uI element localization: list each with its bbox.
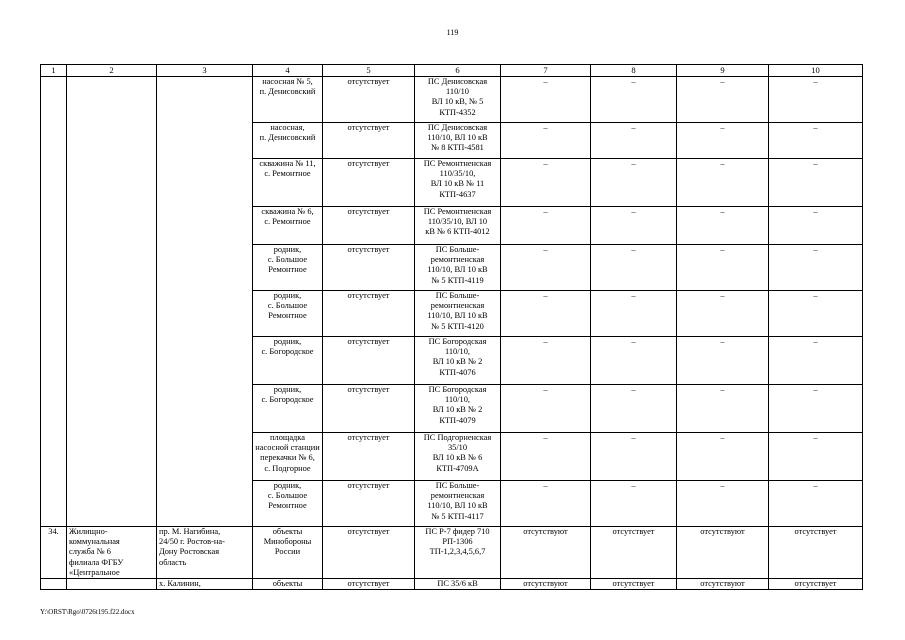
value-cell: –	[591, 123, 677, 159]
value-cell: –	[591, 159, 677, 207]
value-cell: отсутствует	[769, 527, 863, 579]
column-header: 5	[323, 65, 415, 77]
column-header: 6	[415, 65, 501, 77]
substation-cell: ПС Р-7 фидер 710 РП-1306 ТП-1,2,3,4,5,6,7	[415, 527, 501, 579]
table-row	[41, 77, 863, 123]
column-header: 8	[591, 65, 677, 77]
status-cell: отсутствует	[323, 385, 415, 433]
value-cell: –	[769, 337, 863, 385]
value-cell: –	[769, 207, 863, 245]
substation-cell: ПС Подгорненская 35/10 ВЛ 10 кВ № 6 КТП-4709А	[415, 433, 501, 481]
object-cell: насосная, п. Денисовский	[253, 123, 323, 159]
substation-cell: ПС Больше- ремонтненская 110/10, ВЛ 10 кВ № 5 КТП-4117	[415, 481, 501, 527]
value-cell: –	[591, 291, 677, 337]
column-header: 10	[769, 65, 863, 77]
value-cell: –	[501, 433, 591, 481]
status-cell: отсутствует	[323, 433, 415, 481]
object-cell: родник, с. Большое Ремонтное	[253, 481, 323, 527]
status-cell: отсутствует	[323, 481, 415, 527]
value-cell: –	[769, 291, 863, 337]
object-cell: родник, с. Богородское	[253, 385, 323, 433]
file-path-footer: Y:\ORST\Rgo\0726t195.f22.docx	[40, 608, 135, 616]
value-cell: –	[769, 245, 863, 291]
column-header: 7	[501, 65, 591, 77]
value-cell: –	[769, 77, 863, 123]
status-cell: отсутствует	[323, 77, 415, 123]
value-cell: –	[501, 385, 591, 433]
status-cell: отсутствует	[323, 123, 415, 159]
value-cell: –	[591, 207, 677, 245]
row-number-cell	[41, 579, 67, 590]
table-row	[41, 527, 863, 579]
value-cell: –	[501, 291, 591, 337]
column-header: 1	[41, 65, 67, 77]
value-cell: –	[501, 481, 591, 527]
value-cell: –	[769, 481, 863, 527]
substation-cell: ПС Ремонтненская 110/35/10, ВЛ 10 кВ № 11 КТП-4637	[415, 159, 501, 207]
value-cell: отсутствует	[769, 579, 863, 590]
value-cell: –	[677, 245, 769, 291]
substation-cell: ПС Больше- ремонтненская 110/10, ВЛ 10 кВ № 5 КТП-4120	[415, 291, 501, 337]
value-cell: –	[769, 123, 863, 159]
organization-cell: Жилищно- коммунальная служба № 6 филиала ФГБУ «Центральное	[67, 527, 157, 579]
value-cell: –	[501, 337, 591, 385]
status-cell: отсутствует	[323, 245, 415, 291]
address-cell	[157, 77, 253, 527]
object-cell: скважина № 6, с. Ремонтное	[253, 207, 323, 245]
table-row	[41, 579, 863, 590]
address-cell: х. Калинин,	[157, 579, 253, 590]
status-cell: отсутствует	[323, 579, 415, 590]
substation-cell: ПС Денисовская 110/10, ВЛ 10 кВ № 8 КТП-4581	[415, 123, 501, 159]
column-header: 2	[67, 65, 157, 77]
column-header: 4	[253, 65, 323, 77]
value-cell: отсутствует	[591, 579, 677, 590]
object-cell: родник, с. Богородское	[253, 337, 323, 385]
status-cell: отсутствует	[323, 159, 415, 207]
value-cell: –	[769, 385, 863, 433]
substation-cell: ПС Богородская 110/10, ВЛ 10 кВ № 2 КТП-4079	[415, 385, 501, 433]
column-header: 3	[157, 65, 253, 77]
object-cell: скважина № 11, с. Ремонтное	[253, 159, 323, 207]
substation-cell: ПС Ремонтненская 110/35/10, ВЛ 10 кВ № 6 КТП-4012	[415, 207, 501, 245]
value-cell: отсутствуют	[677, 579, 769, 590]
value-cell: –	[591, 337, 677, 385]
organization-cell	[67, 579, 157, 590]
status-cell: отсутствует	[323, 337, 415, 385]
header-row	[41, 65, 863, 77]
value-cell: –	[677, 481, 769, 527]
substation-cell: ПС Денисовская 110/10 ВЛ 10 кВ, № 5 КТП-4352	[415, 77, 501, 123]
value-cell: –	[591, 481, 677, 527]
value-cell: –	[591, 385, 677, 433]
value-cell: –	[501, 123, 591, 159]
value-cell: отсутствует	[591, 527, 677, 579]
document-table	[40, 64, 863, 590]
value-cell: –	[501, 207, 591, 245]
value-cell: –	[677, 123, 769, 159]
row-number-cell	[41, 77, 67, 527]
value-cell: отсутствуют	[677, 527, 769, 579]
substation-cell: ПС Больше- ремонтненская 110/10, ВЛ 10 кВ № 5 КТП-4119	[415, 245, 501, 291]
value-cell: –	[501, 159, 591, 207]
value-cell: –	[677, 337, 769, 385]
value-cell: –	[769, 433, 863, 481]
row-number-cell: 34.	[41, 527, 67, 579]
address-cell: пр. М. Нагибина, 24/50 г. Ростов-на- Дону Ростовская область	[157, 527, 253, 579]
value-cell: –	[677, 291, 769, 337]
substation-cell: ПС Богородская 110/10, ВЛ 10 кВ № 2 КТП-4076	[415, 337, 501, 385]
value-cell: –	[677, 159, 769, 207]
value-cell: –	[677, 385, 769, 433]
object-cell: родник, с. Большое Ремонтное	[253, 245, 323, 291]
status-cell: отсутствует	[323, 207, 415, 245]
value-cell: –	[501, 77, 591, 123]
object-cell: родник, с. Большое Ремонтное	[253, 291, 323, 337]
value-cell: –	[677, 207, 769, 245]
value-cell: отсутствуют	[501, 579, 591, 590]
object-cell: насосная № 5, п. Денисовский	[253, 77, 323, 123]
value-cell: –	[677, 77, 769, 123]
page-number: 119	[446, 28, 459, 37]
status-cell: отсутствует	[323, 291, 415, 337]
substation-cell: ПС 35/6 кВ	[415, 579, 501, 590]
value-cell: –	[591, 433, 677, 481]
value-cell: отсутствуют	[501, 527, 591, 579]
status-cell: отсутствует	[323, 527, 415, 579]
value-cell: –	[501, 245, 591, 291]
value-cell: –	[591, 245, 677, 291]
column-header: 9	[677, 65, 769, 77]
value-cell: –	[591, 77, 677, 123]
value-cell: –	[769, 159, 863, 207]
value-cell: –	[677, 433, 769, 481]
object-cell: объекты	[253, 579, 323, 590]
object-cell: объекты Минобороны России	[253, 527, 323, 579]
object-cell: площадка насосной станции перекачки № 6, с. Подгорное	[253, 433, 323, 481]
organization-cell	[67, 77, 157, 527]
